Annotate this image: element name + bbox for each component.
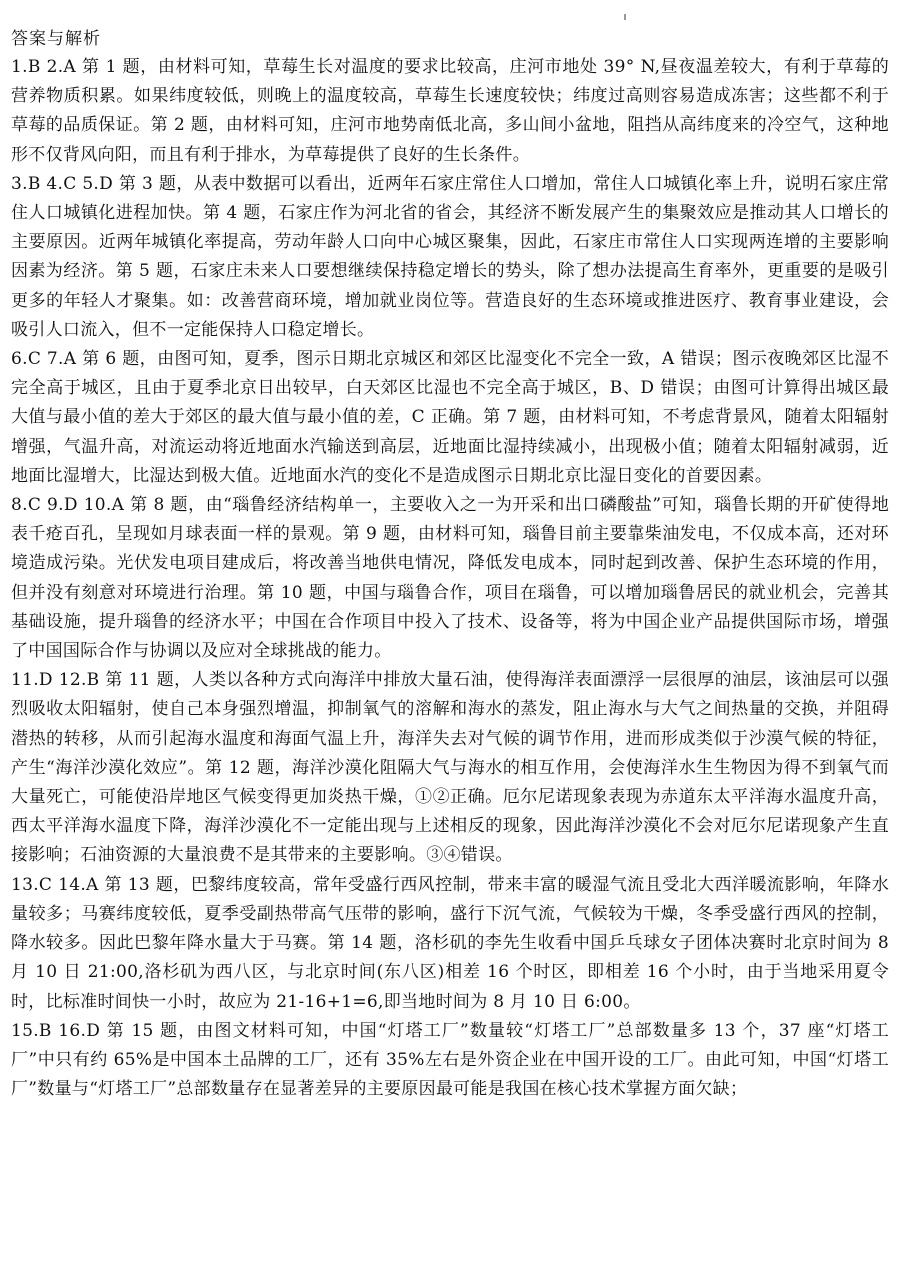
answer-paragraph-13-14: 13.C 14.A 第 13 题，巴黎纬度较高，常年受盛行西风控制，带来丰富的暖湿气流且受北大西洋暖流影响，年降水量较多；马赛纬度较低，夏季受副热带高气压带的影响，盛行下沉气流，气候较为干燥，冬季受盛行西风的控制，降水较多。因此巴黎年降水量大于马赛。第 14 题，洛杉矶的李先生收看中国乒乓球女子团体决赛时北京时间为 8 月 10 日 21:00,洛杉矶为西八区，与北京时间(东八区)相差 16 个时区，即相差 16 个小时，由于当地采用夏令时，比标准时间快一小时，故应为 21-16+1=6,即当地时间为 8 月 10 日 6:00。 [11,874,889,1012]
answer-paragraph-11-12: 11.D 12.B 第 11 题，人类以各种方式向海洋中排放大量石油，使得海洋表面漂浮一层很厚的油层，该油层可以强烈吸收太阳辐射，使自己本身强烈增温，抑制氧气的溶解和海水的蒸发，阻止海水与大气之间热量的交换，并阻碍潜热的转移，从而引起海水温度和海面气温上升，海洋失去对气候的调节作用，进而形成类似于沙漠气候的特征，产生“海洋沙漠化效应”。第 12 题，海洋沙漠化阻隔大气与海水的相互作用，会使海洋水生生物因为得不到氧气而大量死亡，可能使沿岸地区气候变得更加炎热干燥，①②正确。厄尔尼诺现象表现为赤道东太平洋海水温度升高，西太平洋海水温度下降，海洋沙漠化不一定能出现与上述相反的现象，因此海洋沙漠化不会对厄尔尼诺现象产生直接影响；石油资源的大量浪费不是其带来的主要影响。③④错误。 [11,670,889,866]
answer-paragraph-1-2: 1.B 2.A 第 1 题，由材料可知，草莓生长对温度的要求比较高，庄河市地处 39° N,昼夜温差较大，有利于草莓的营养物质积累。如果纬度较低，则晚上的温度较高，草莓生长速度较快；纬度过高则容易造成冻害；这些都不利于草莓的品质保证。第 2 题，由材料可知，庄河市地势南低北高，多山间小盆地，阻挡从高纬度来的冷空气，这种地形不仅背风向阳，而且有利于排水，为草莓提供了良好的生长条件。 [11,57,889,165]
answer-paragraph-3-5: 3.B 4.C 5.D 第 3 题，从表中数据可以看出，近两年石家庄常住人口增加，常住人口城镇化率上升，说明石家庄常住人口城镇化进程加快。第 4 题，石家庄作为河北省的省会，其经济不断发展产生的集聚效应是推动其人口增长的主要原因。近两年城镇化率提高，劳动年龄人口向中心城区聚集，因此，石家庄市常住人口实现两连增的主要影响因素为经济。第 5 题，石家庄未来人口要想继续保持稳定增长的势头，除了想办法提高生育率外，更重要的是吸引更多的年轻人才聚集。如：改善营商环境，增加就业岗位等。营造良好的生态环境或推进医疗、教育事业建设，会吸引人口流入，但不一定能保持人口稳定增长。 [11,173,889,340]
answer-paragraph-15-16: 15.B 16.D 第 15 题，由图文材料可知，中国“灯塔工厂”数量较“灯塔工厂”总部数量多 13 个，37 座“灯塔工厂”中只有约 65%是中国本土品牌的工厂，还有 35%左右是外资企业在中国开设的工厂。由此可知，中国“灯塔工厂”数量与“灯塔工厂”总部数量存在显著差异的主要原因最可能是我国在核心技术掌握方面欠缺； [11,1020,889,1100]
document-heading: 答案与解析 [11,29,101,49]
answer-paragraph-6-7: 6.C 7.A 第 6 题，由图可知，夏季，图示日期北京城区和郊区比湿变化不完全一致，A 错误；图示夜晚郊区比湿不完全高于城区，且由于夏季北京日出较早，白天郊区比湿也不完全高于城区，B、D 错误；由图可计算得出城区最大值与最小值的差大于郊区的最大值与最小值的差，C 正确。第 7 题，由材料可知，不考虑背景风，随着太阳辐射增强，气温升高，对流运动将近地面水汽输送到高层，近地面比湿持续减小，出现极小值；随着太阳辐射减弱，近地面比湿增大，比湿达到极大值。近地面水汽的变化不是造成图示日期北京比湿日变化的首要因素。 [11,349,889,486]
scan-mark [624,14,626,20]
answer-document [11,26,889,1104]
answer-paragraph-8-10: 8.C 9.D 10.A 第 8 题，由“瑙鲁经济结构单一，主要收入之一为开采和出口磷酸盐”可知，瑙鲁长期的开矿使得地表千疮百孔，呈现如月球表面一样的景观。第 9 题，由材料可知，瑙鲁目前主要靠柴油发电，不仅成本高，还对环境造成污染。光伏发电项目建成后，将改善当地供电情况，降低发电成本，同时起到改善、保护生态环境的作用，但并没有刻意对环境进行治理。第 10 题，中国与瑙鲁合作，项目在瑙鲁，可以增加瑙鲁居民的就业机会，完善其基础设施，提升瑙鲁的经济水平；中国在合作项目中投入了技术、设备等，将为中国企业产品提供国际市场，增强了中国国际合作与协调以及应对全球挑战的能力。 [11,495,889,662]
